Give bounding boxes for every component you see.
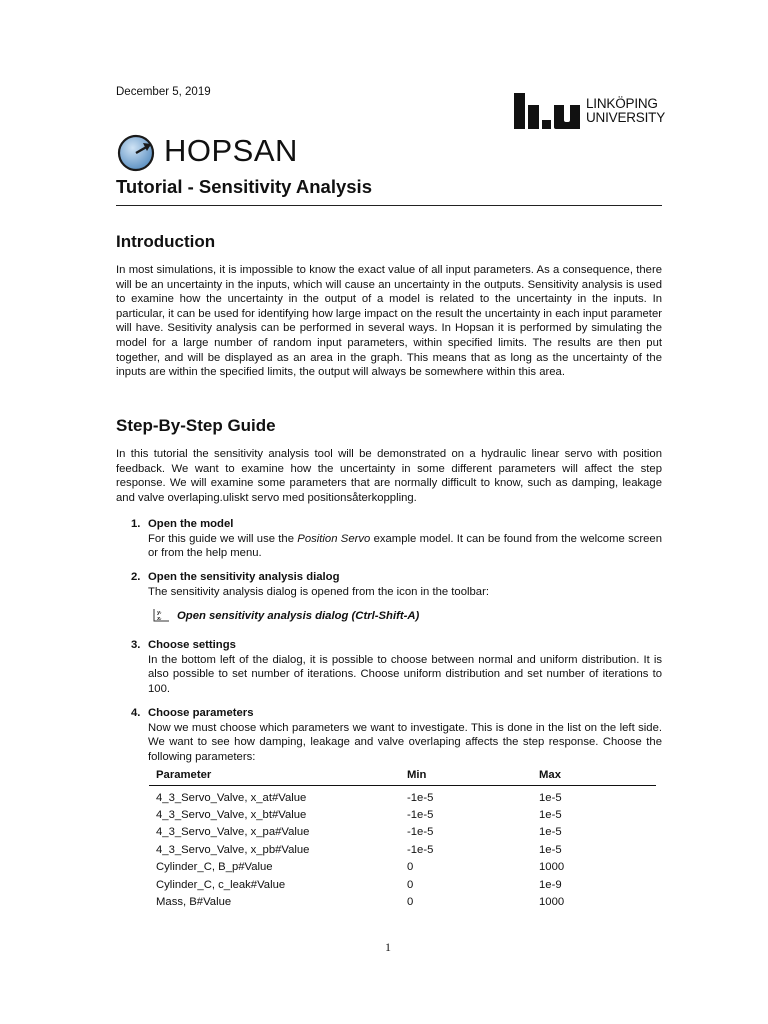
document-title: Tutorial - Sensitivity Analysis — [116, 176, 372, 197]
header-parameter: Parameter — [149, 768, 400, 786]
cell-min: -1e-5 — [407, 826, 434, 839]
toolbar-command — [153, 608, 419, 622]
table-row — [149, 786, 656, 807]
cell-min: -1e-5 — [407, 843, 434, 856]
intro-paragraph: In most simulations, it is impossible to know the exact value of all input parameters. As a consequence, there will be an uncertainty in the inputs, which will cause an uncertainty in the outputs. Sensitivity analysis is used to examine how the uncertainty in the output of a model is related to the uncertainty in the inputs. In particular, it can be used for identifying how large impact on the result the uncertainty in each input parameter will have. Sesitivity analysis can be performed in several ways. In Hopsan it is performed by simulating the model for a large number of random input parameters, within specified limits. The results are then put together, and will be displayed as an area in the graph. This means that as long as the uncertainty of the inputs are within the specified limits, the output will always be somewhere within this area. — [116, 264, 662, 379]
cell-max: 1000 — [539, 861, 565, 874]
cell-max: 1e-5 — [539, 826, 562, 839]
step-3-body: In the bottom left of the dialog, it is possible to choose between normal and uniform distribution. It is also possible to set number of iterations. Choose uniform distribution and set number of iterations to 100. — [148, 653, 662, 695]
cell-parameter: Cylinder_C, B_p#Value — [156, 861, 273, 874]
intro-heading: Introduction — [116, 232, 216, 251]
table-row — [149, 859, 656, 876]
liu-mark-icon — [514, 93, 582, 129]
model-name: Position Servo — [297, 532, 371, 545]
cell-parameter: Mass, B#Value — [156, 896, 232, 909]
header-max: Max — [532, 768, 656, 786]
title-divider — [116, 205, 662, 206]
cell-parameter: Cylinder_C, c_leak#Value — [156, 878, 286, 891]
liu-logo — [514, 93, 664, 131]
parameter-table — [149, 768, 656, 911]
table-row — [149, 824, 656, 841]
step-4: 4. Choose parameters Now we must choose which parameters we want to investigate. This is done in the list on the left side. We want to see how damping, leakage and valve overlaping affects the step response. Choose the following parameters: — [131, 707, 662, 763]
sensitivity-analysis-icon — [153, 608, 170, 622]
cell-parameter: 4_3_Servo_Valve, x_bt#Value — [156, 809, 307, 822]
cell-parameter: 4_3_Servo_Valve, x_at#Value — [156, 791, 307, 804]
hopsan-logo-icon — [117, 134, 155, 172]
cell-max: 1e-5 — [539, 809, 562, 822]
table-row — [149, 841, 656, 858]
svg-text:yᵢ: yᵢ — [157, 610, 162, 616]
step-4-body: Now we must choose which parameters we want to investigate. This is done in the list on the left side. We want to see how damping, leakage and valve overlaping affects the step response. Choose the following parameters: — [148, 721, 662, 763]
cell-parameter: 4_3_Servo_Valve, x_pa#Value — [156, 826, 310, 839]
cell-min: 0 — [407, 861, 414, 874]
cell-max: 1e-5 — [539, 791, 562, 804]
table-row — [149, 876, 656, 893]
step-1: 1. Open the model For this guide we will use the Position Servo example model. It can be found from the welcome screen or from the help menu. — [131, 518, 662, 560]
brand-title: HOPSAN — [164, 133, 298, 168]
step-1-title: Open the model — [148, 518, 234, 530]
page-number: 1 — [385, 940, 391, 954]
cell-min: 0 — [407, 896, 414, 909]
step-4-title: Choose parameters — [148, 707, 254, 719]
step-2: 2. Open the sensitivity analysis dialog The sensitivity analysis dialog is opened from the icon in the toolbar: — [131, 570, 662, 599]
document-date: December 5, 2019 — [116, 86, 211, 98]
cell-max: 1000 — [539, 896, 565, 909]
guide-paragraph: In this tutorial the sensitivity analysis tool will be demonstrated on a hydraulic linear servo with position feedback. We want to examine how the uncertainty in some different parameters will affect the step response. We will examine some parameters that are normally difficult to know, such as damping, leakage and valve overlaping.uliskt servo med positionsåterkoppling. — [116, 448, 662, 504]
university-name-line1: LINKÖPING — [586, 96, 658, 111]
cell-min: 0 — [407, 878, 414, 891]
university-name-line2: UNIVERSITY — [586, 110, 666, 125]
step-3-title: Choose settings — [148, 639, 236, 651]
header-min: Min — [400, 768, 532, 786]
step-3: 3. Choose settings In the bottom left of the dialog, it is possible to choose between normal and uniform distribution. It is also possible to set number of iterations. Choose uniform distribution and set number of iterations to 100. — [131, 639, 662, 695]
table-header-row — [149, 768, 656, 786]
step-1-body: For this guide we will use the Position Servo example model. It can be found from the welcome screen or from the help menu. — [148, 532, 662, 560]
cell-max: 1e-9 — [539, 878, 562, 891]
guide-heading: Step-By-Step Guide — [116, 416, 276, 435]
toolbar-command-label: Open sensitivity analysis dialog (Ctrl-Shift-A) — [177, 610, 420, 622]
step-2-title: Open the sensitivity analysis dialog — [148, 571, 340, 583]
svg-text:xᵢ: xᵢ — [157, 616, 162, 622]
table-row — [149, 893, 656, 910]
cell-min: -1e-5 — [407, 791, 434, 804]
cell-parameter: 4_3_Servo_Valve, x_pb#Value — [156, 843, 310, 856]
cell-max: 1e-5 — [539, 843, 562, 856]
table-row — [149, 806, 656, 823]
step-2-body: The sensitivity analysis dialog is opened from the icon in the toolbar: — [148, 585, 489, 598]
cell-min: -1e-5 — [407, 809, 434, 822]
